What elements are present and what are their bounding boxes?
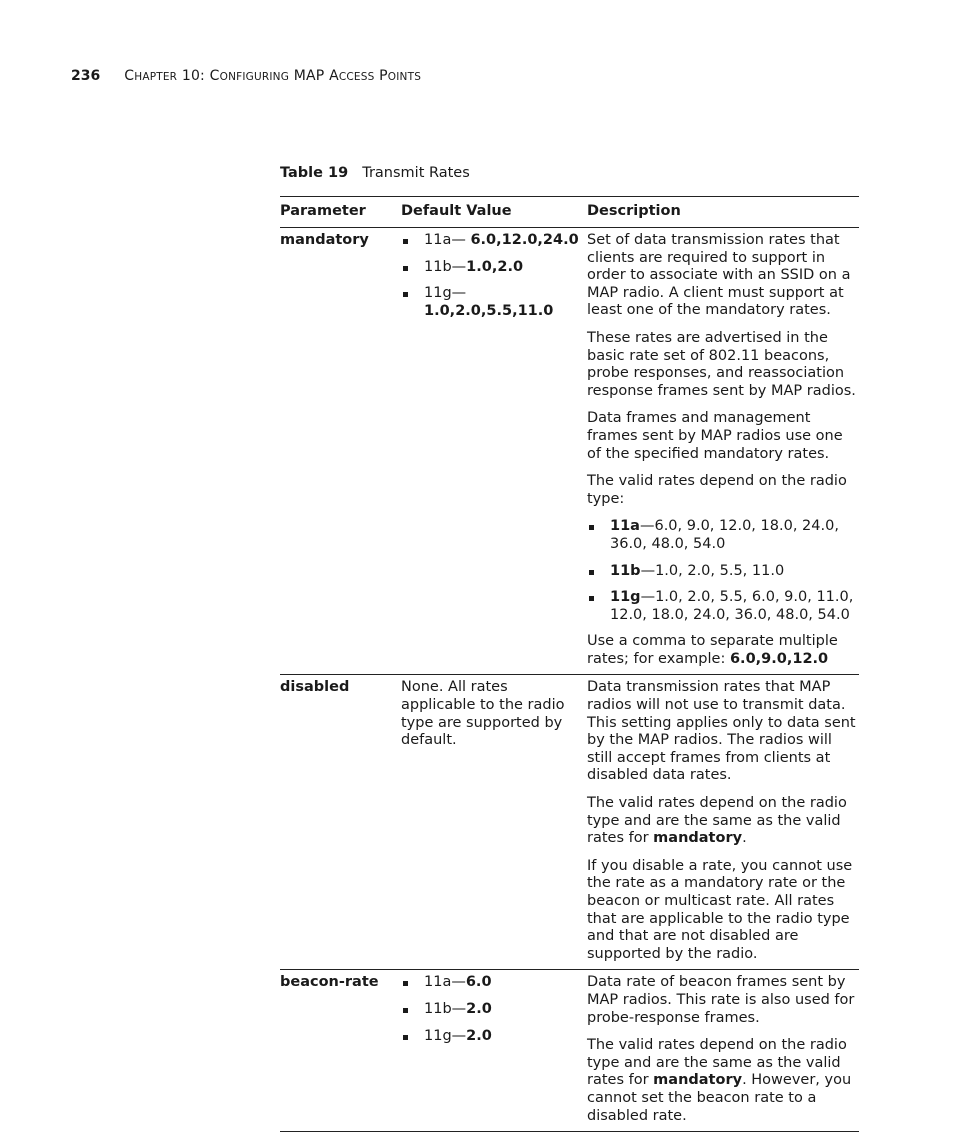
- default-cell: [401, 970, 587, 1131]
- default-cell: None. All rates applicable to the radio type are supported by default.: [401, 679, 565, 749]
- list-item: 11b—1.0,2.0: [401, 259, 587, 277]
- transmit-rates-table: [280, 196, 859, 1132]
- description-cell: Data rate of beacon frames sent by MAP radios. This rate is also used for probe-response frames. The valid rates depend on the radio type and are the same as the valid rates for mandatory. However, you cannot set the beacon rate to a disabled rate.: [587, 974, 855, 1124]
- table-row: [280, 969, 859, 1131]
- list-item: 11b—2.0: [401, 1001, 587, 1019]
- description-cell: Set of data transmission rates that clients are required to support in order to associate with an SSID on a MAP radio. A client must support at least one of the mandatory rates. These rates are advertised in the basic rate set of 802.11 beacons, probe responses, and reassociation response frames sent by MAP radios. Data frames and management frames sent by MAP radios use one of the specified mandatory rates. The valid rates depend on the radio type: 11a—6.0, 9.0, 12.0, 18.0, 24.0, 36.0, 48.0, 54.0 11b—1.0, 2.0, 5.5, 11.0 11g—1.0, 2.0, 5.5, 6.0, 9.0, 11.0, 12.0, 18.0, 24.0, 36.0, 48.0, 54.0 Use a comma to separate multiple rates; for example: 6.0,9.0,12.0: [587, 228, 859, 674]
- parameter-cell: beacon-rate: [280, 974, 379, 991]
- list-item: 11a—6.0, 9.0, 12.0, 18.0, 24.0, 36.0, 48.0, 54.0: [587, 518, 859, 553]
- list-item: 11a— 6.0,12.0,24.0: [401, 232, 587, 250]
- header-default-value: Default Value: [401, 203, 512, 220]
- list-item: 11g—2.0: [401, 1028, 587, 1046]
- table-number: Table 19: [280, 165, 349, 181]
- description-cell: Data transmission rates that MAP radios will not use to transmit data. This setting applies only to data sent by the MAP radios. The radios will still accept frames from clients at disabled data rates. The valid rates depend on the radio type and are the same as the valid rates for mandatory. If you disable a rate, you cannot use the rate as a mandatory rate or the beacon or multicast rate. All rates that are applicable to the radio type and that are not disabled are supported by the radio.: [587, 679, 856, 962]
- table-header-row: [280, 197, 859, 227]
- page-number: 236: [71, 68, 101, 84]
- parameter-cell: disabled: [280, 679, 350, 696]
- list-item: 11g—1.0,2.0,5.5,11.0: [401, 285, 587, 320]
- header-parameter: Parameter: [280, 203, 366, 220]
- running-header: [71, 68, 421, 84]
- table-row: [280, 674, 859, 969]
- parameter-cell: mandatory: [280, 232, 369, 248]
- header-description: Description: [587, 203, 681, 220]
- list-item: 11g—1.0, 2.0, 5.5, 6.0, 9.0, 11.0, 12.0, 18.0, 24.0, 36.0, 48.0, 54.0: [587, 589, 859, 624]
- table-title: Transmit Rates: [362, 165, 470, 181]
- list-item: 11b—1.0, 2.0, 5.5, 11.0: [587, 563, 859, 581]
- table-caption: [280, 165, 470, 181]
- chapter-title: CHAPTER 10: CONFIGURING MAP ACCESS POINTS: [124, 68, 422, 84]
- list-item: 11a—6.0: [401, 974, 587, 992]
- table-row: [280, 227, 859, 674]
- default-cell: [401, 228, 587, 674]
